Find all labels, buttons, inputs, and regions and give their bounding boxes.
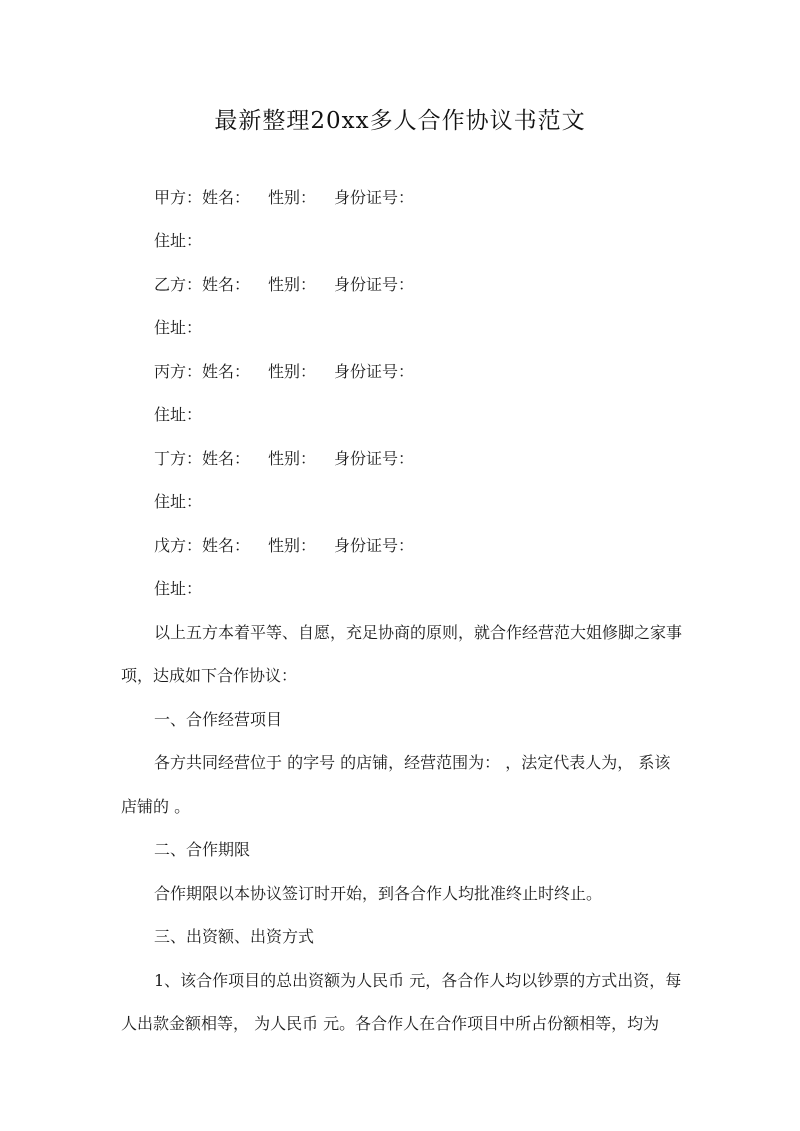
id-label: 身份证号：	[334, 536, 415, 555]
name-label: 姓名：	[202, 275, 251, 294]
section-paragraph-line: 1、该合作项目的总出资额为人民币 元，各合作人均以钞票的方式出资，每	[154, 971, 682, 990]
party-role: 戊方：	[154, 536, 203, 555]
party-line	[154, 446, 414, 469]
section-heading: 二、合作期限	[154, 840, 251, 859]
address-label: 住址：	[154, 231, 203, 250]
intro-paragraph-line: 以上五方本着平等、自愿，充足协商的原则，就合作经营范大姐修脚之家事	[154, 623, 683, 642]
section-heading: 三、出资额、出资方式	[154, 927, 315, 946]
party-role: 丙方：	[154, 362, 203, 381]
section-heading: 一、合作经营项目	[154, 710, 283, 729]
section-paragraph-line: 人出款金额相等， 为人民币 元。各合作人在合作项目中所占份额相等，均为	[121, 1014, 660, 1033]
id-label: 身份证号：	[334, 188, 415, 207]
party-line	[154, 185, 414, 208]
gender-label: 性别：	[268, 536, 317, 555]
intro-paragraph-line: 项，达成如下合作协议：	[121, 666, 298, 685]
gender-label: 性别：	[268, 449, 317, 468]
name-label: 姓名：	[202, 188, 251, 207]
address-label: 住址：	[154, 579, 203, 598]
id-label: 身份证号：	[334, 275, 415, 294]
name-label: 姓名：	[202, 536, 251, 555]
section-paragraph-line: 合作期限以本协议签订时开始，到各合作人均批准终止时终止。	[154, 884, 603, 903]
party-line	[154, 533, 414, 556]
address-label: 住址：	[154, 492, 203, 511]
gender-label: 性别：	[268, 188, 317, 207]
document-title: 最新整理20xx多人合作协议书范文	[214, 108, 586, 134]
section-paragraph-line: 店铺的 。	[121, 797, 191, 816]
party-role: 乙方：	[154, 275, 203, 294]
party-line	[154, 272, 414, 295]
name-label: 姓名：	[202, 449, 251, 468]
party-role: 甲方：	[154, 188, 203, 207]
address-label: 住址：	[154, 405, 203, 424]
party-line	[154, 359, 414, 382]
section-paragraph-line: 各方共同经营位于 的字号 的店铺，经营范围为： ，法定代表人为， 系该	[154, 753, 671, 772]
id-label: 身份证号：	[334, 449, 415, 468]
gender-label: 性别：	[268, 362, 317, 381]
name-label: 姓名：	[202, 362, 251, 381]
gender-label: 性别：	[268, 275, 317, 294]
party-role: 丁方：	[154, 449, 203, 468]
address-label: 住址：	[154, 318, 203, 337]
id-label: 身份证号：	[334, 362, 415, 381]
